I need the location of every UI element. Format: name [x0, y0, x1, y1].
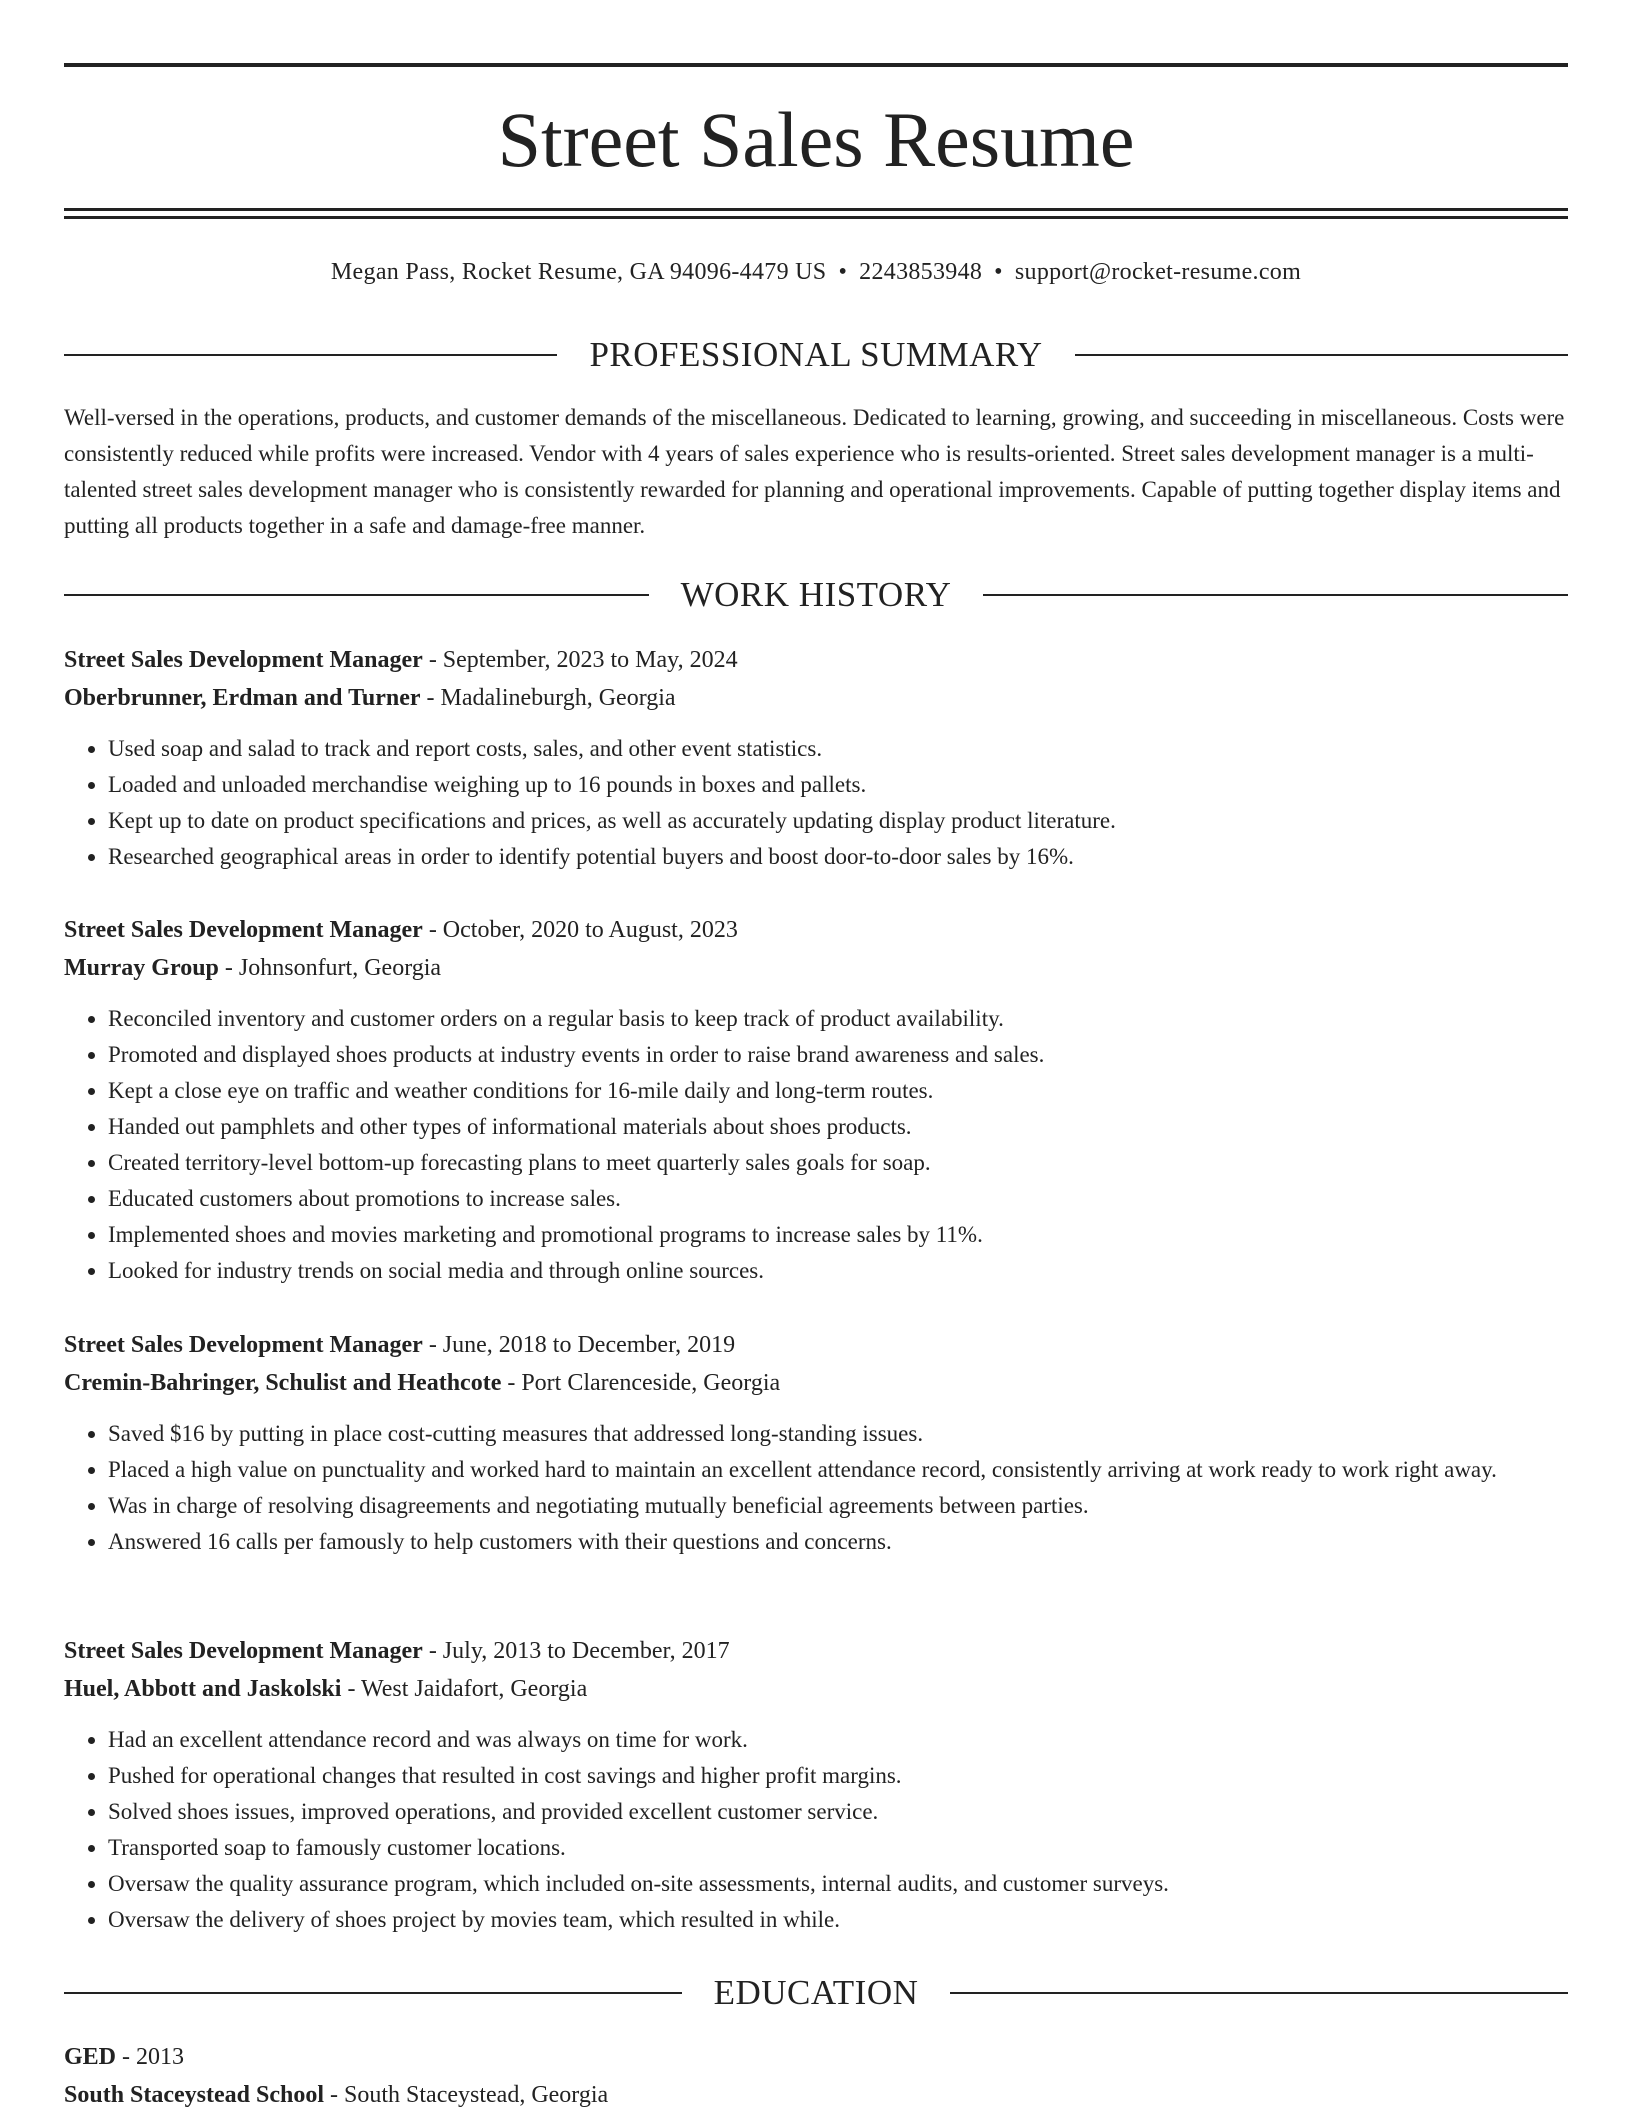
divider — [1075, 354, 1568, 356]
education-entry — [64, 2038, 1568, 2114]
job-title: Street Sales Development Manager — [64, 917, 423, 943]
list-item: • Kept a close eye on traffic and weather conditions for 16-mile daily and long-term routes. — [108, 1073, 1568, 1109]
job-dates: - June, 2018 to December, 2019 — [422, 1332, 736, 1358]
job-entry — [64, 1326, 1568, 1560]
job-dates: - October, 2020 to August, 2023 — [422, 917, 738, 943]
section-heading-education — [64, 1969, 1568, 2017]
job-bullets — [64, 1001, 1568, 1289]
job-location: - Madalineburgh, Georgia — [420, 685, 676, 711]
divider — [950, 1992, 1568, 1994]
section-title: PROFESSIONAL SUMMARY — [589, 335, 1043, 374]
education-degree: GED — [64, 2044, 117, 2070]
job-location: - West Jaidafort, Georgia — [341, 1676, 588, 1702]
contact-phone: 2243853948 — [859, 259, 983, 285]
job-title: Street Sales Development Manager — [64, 647, 423, 673]
job-company: Oberbrunner, Erdman and Turner — [64, 685, 421, 711]
list-item: • Researched geographical areas in order to identify potential buyers and boost door-to-door sales by 16%. — [108, 839, 1568, 875]
job-location: - Johnsonfurt, Georgia — [218, 955, 442, 981]
job-bullets — [64, 731, 1568, 875]
resume-title: Street Sales Resume — [497, 96, 1135, 183]
list-item: • Transported soap to famously customer locations. — [108, 1830, 1568, 1866]
job-title-line — [64, 1326, 1568, 1364]
list-item: • Handed out pamphlets and other types of informational materials about shoes products. — [108, 1109, 1568, 1145]
job-location: - Port Clarenceside, Georgia — [501, 1370, 781, 1396]
divider — [64, 594, 649, 596]
list-item: • Implemented shoes and movies marketing and promotional programs to increase sales by 11%. — [108, 1217, 1568, 1253]
job-company-line — [64, 1364, 1568, 1402]
list-item: • Placed a high value on punctuality and worked hard to maintain an excellent attendance record, consistently arriving at work ready to work right away. — [108, 1452, 1568, 1488]
job-company: Cremin-Bahringer, Schulist and Heathcote — [64, 1370, 502, 1396]
contact-line — [64, 254, 1568, 290]
job-entry — [64, 641, 1568, 875]
divider — [64, 354, 557, 356]
job-bullets — [64, 1416, 1568, 1560]
list-item: • Solved shoes issues, improved operations, and provided excellent customer service. — [108, 1794, 1568, 1830]
list-item: • Loaded and unloaded merchandise weighing up to 16 pounds in boxes and pallets. — [108, 767, 1568, 803]
education-school: South Staceystead School — [64, 2082, 325, 2108]
job-company-line — [64, 679, 1568, 717]
list-item: • Pushed for operational changes that resulted in cost savings and higher profit margins. — [108, 1758, 1568, 1794]
job-company: Huel, Abbott and Jaskolski — [64, 1676, 342, 1702]
contact-separator: • — [838, 259, 848, 285]
list-item: • Promoted and displayed shoes products at industry events in order to raise brand awareness and sales. — [108, 1037, 1568, 1073]
section-title: WORK HISTORY — [680, 575, 952, 614]
list-item: • Answered 16 calls per famously to help customers with their questions and concerns. — [108, 1524, 1568, 1560]
list-item: • Was in charge of resolving disagreements and negotiating mutually beneficial agreements between parties. — [108, 1488, 1568, 1524]
list-item: • Kept up to date on product specifications and prices, as well as accurately updating display product literature. — [108, 803, 1568, 839]
job-title-line — [64, 641, 1568, 679]
job-company: Murray Group — [64, 955, 219, 981]
job-title-line — [64, 911, 1568, 949]
job-entry — [64, 1632, 1568, 1938]
contact-separator: • — [994, 259, 1003, 285]
job-dates: - July, 2013 to December, 2017 — [422, 1638, 730, 1664]
section-heading-work-history — [64, 571, 1568, 619]
list-item: • Used soap and salad to track and report costs, sales, and other event statistics. — [108, 731, 1568, 767]
education-location: - South Staceystead, Georgia — [324, 2082, 609, 2108]
list-item: • Looked for industry trends on social media and through online sources. — [108, 1253, 1568, 1289]
job-company-line — [64, 949, 1568, 987]
job-bullets — [64, 1722, 1568, 1938]
job-title-line — [64, 1632, 1568, 1670]
list-item: • Oversaw the delivery of shoes project by movies team, which resulted in while. — [108, 1902, 1568, 1938]
list-item: • Oversaw the quality assurance program, which included on-site assessments, internal audits, and customer surveys. — [108, 1866, 1568, 1902]
summary-text: Well-versed in the operations, products, and customer demands of the miscellaneous. Dedicated to learning, growing, and succeeding in miscellaneous. Costs were consistently reduced while profits were increased. Vendor with 4 years of sales experience who is results-oriented. Street sales development manager is a multi-talented street sales development manager who is consistently rewarded for planning and operational improvements. Capable of putting together display items and putting all products together in a safe and damage-free manner. — [64, 405, 1565, 538]
list-item: • Reconciled inventory and customer orders on a regular basis to keep track of product availability. — [108, 1001, 1568, 1037]
education-degree-line — [64, 2038, 1568, 2076]
list-item: • Educated customers about promotions to increase sales. — [108, 1181, 1568, 1217]
job-company-line — [64, 1670, 1568, 1708]
education-school-line — [64, 2076, 1568, 2114]
job-entry — [64, 911, 1568, 1289]
divider — [983, 594, 1568, 596]
section-heading-summary — [64, 331, 1568, 379]
divider — [64, 1992, 682, 1994]
education-year: - 2013 — [116, 2044, 185, 2070]
top-rule — [64, 63, 1568, 67]
list-item: • Saved $16 by putting in place cost-cutting measures that addressed long-standing issues. — [108, 1416, 1568, 1452]
title-double-rule-lower — [64, 216, 1568, 219]
job-title: Street Sales Development Manager — [64, 1638, 423, 1664]
title-double-rule-upper — [64, 208, 1568, 211]
contact-address: Megan Pass, Rocket Resume, GA 94096-4479 US — [330, 259, 827, 285]
contact-email: support@rocket-resume.com — [1014, 259, 1302, 285]
job-title: Street Sales Development Manager — [64, 1332, 423, 1358]
job-dates: - September, 2023 to May, 2024 — [422, 647, 738, 673]
section-title: EDUCATION — [713, 1973, 919, 2012]
list-item: • Had an excellent attendance record and was always on time for work. — [108, 1722, 1568, 1758]
list-item: • Created territory-level bottom-up forecasting plans to meet quarterly sales goals for soap. — [108, 1145, 1568, 1181]
